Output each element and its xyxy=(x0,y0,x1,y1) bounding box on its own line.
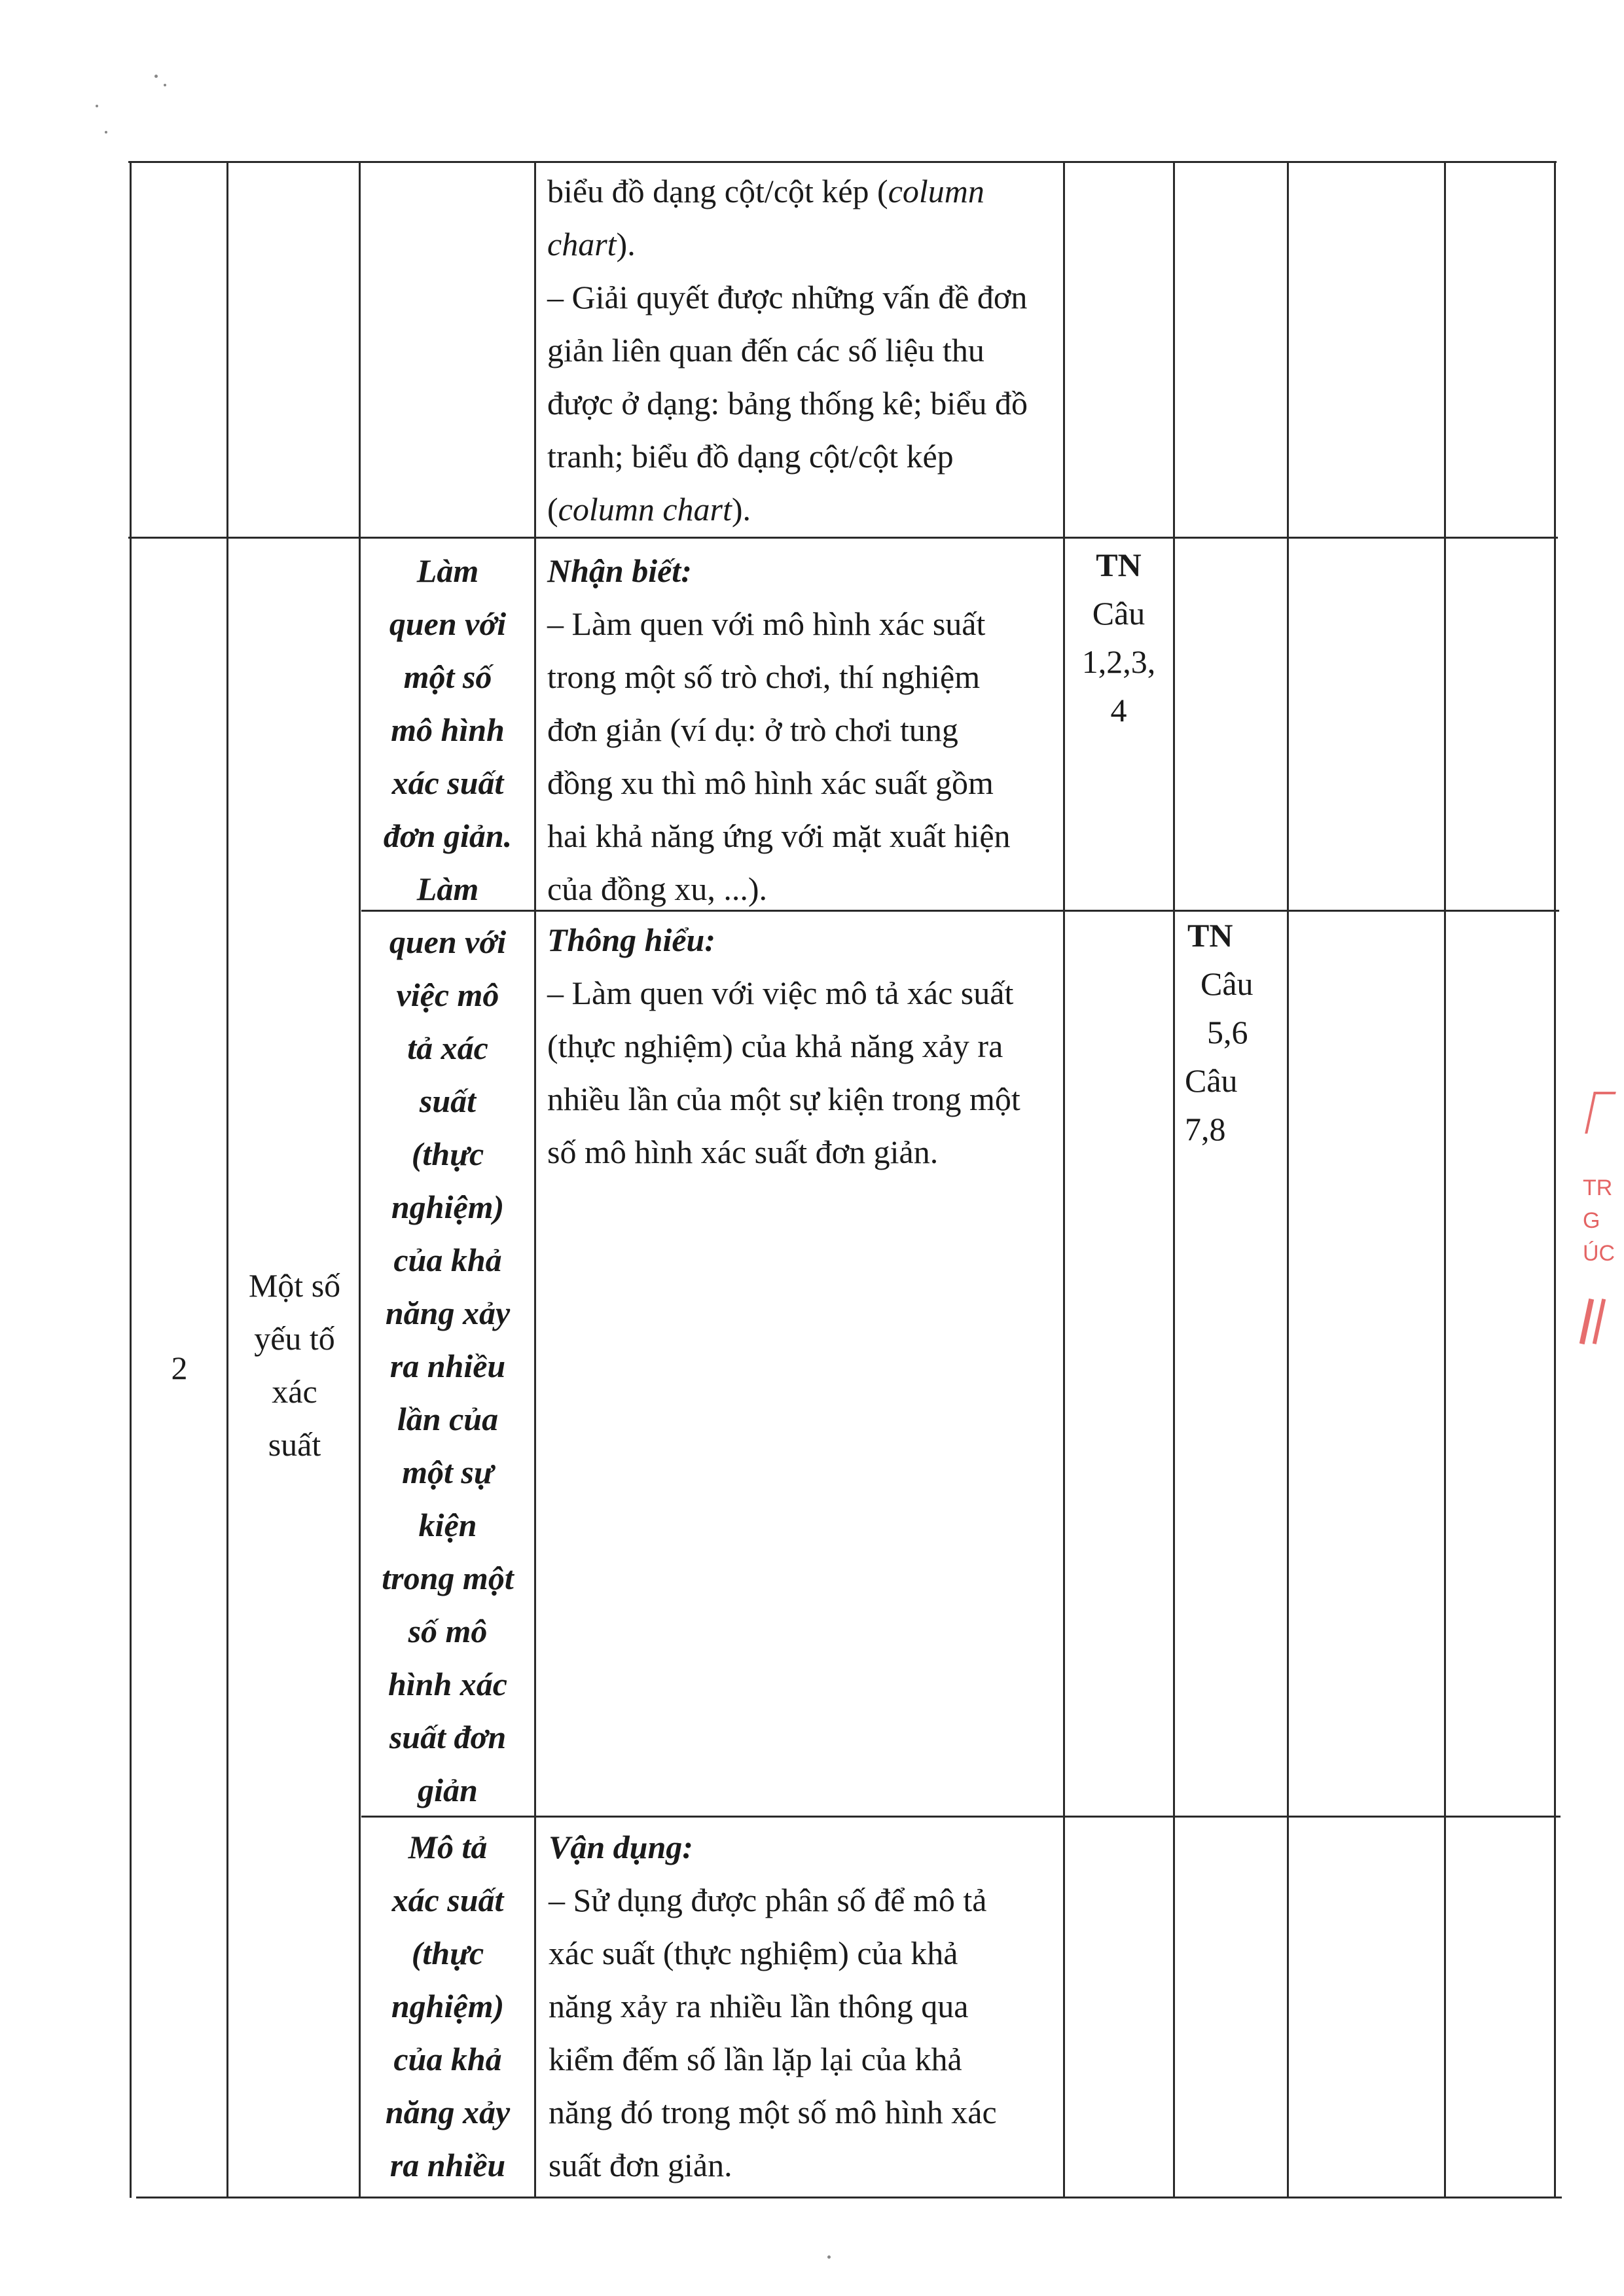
stamp-mark-bottom-2 xyxy=(1593,1299,1606,1344)
scan-speck xyxy=(827,2255,831,2259)
content-unit-2: Mô tả xác suất (thực nghiệm) của khả năng xảy ra nhiều xyxy=(385,1829,511,2183)
col-border-1 xyxy=(226,161,228,2198)
col-border-2 xyxy=(359,161,361,2198)
section-topic: Một số yếu tố xác suất xyxy=(248,1267,341,1463)
col-border-8 xyxy=(1554,161,1556,2198)
scan-speck xyxy=(105,131,107,134)
margin-stamp-fragment: TR G ÚC xyxy=(1583,1175,1615,1266)
scan-speck xyxy=(96,105,98,107)
row-divider-3 xyxy=(361,1816,1561,1818)
row-divider-1 xyxy=(128,537,1558,539)
col-border-3 xyxy=(534,161,536,2198)
stamp-mark-bottom xyxy=(1579,1299,1594,1344)
thong-hieu-heading: Thông hiểu: xyxy=(547,922,716,958)
requirement-nhan-biet: Nhận biết: – Làm quen với mô hình xác suất trong một số trò chơi, thí nghiệm đơn giản (ví dụ: ở trò chơi tung đồng xu thì mô hình xác suất gồm hai khả năng ứng với mặt xuất hiện của đồng xu, ...). xyxy=(547,545,1058,916)
col-border-7 xyxy=(1444,161,1446,2198)
col-border-0 xyxy=(130,161,132,2198)
count-thong-hieu: TN Câu 5,6 Câu 7,8 xyxy=(1185,917,1254,1147)
scan-speck xyxy=(154,75,158,78)
content-unit-1: Làm quen với một số mô hình xác suất đơn giản. Làm quen với việc mô tả xác suất (thực nghiệm) của khả năng xảy ra nhiều lần của một sự kiện trong một số mô hình xác suất đơn giản xyxy=(382,552,514,1808)
requirement-thong-hieu: Thông hiểu: – Làm quen với việc mô tả xác suất (thực nghiệm) của khả năng xảy ra nhiều lần của một sự kiện trong một số mô hình xác suất đơn giản. xyxy=(547,914,1058,1179)
table-top-border xyxy=(128,161,1557,163)
scan-speck xyxy=(164,84,166,86)
table-bottom-border xyxy=(136,2197,1562,2198)
nhan-biet-heading: Nhận biết: xyxy=(547,552,692,589)
requirement-van-dung: Vận dụng: – Sử dụng được phân số để mô tả xác suất (thực nghiệm) của khả năng xảy ra nhiều lần thông qua kiểm đếm số lần lặp lại của khả năng đó trong một số mô hình xác suất đơn giản. xyxy=(549,1821,1059,2192)
col-border-4 xyxy=(1063,161,1065,2198)
continued-requirement-text: biểu đồ dạng cột/cột kép (column chart). – Giải quyết được những vấn đề đơn giản liên quan đến các số liệu thu được ở dạng: bảng thống kê; biểu đồ tranh; biểu đồ dạng cột/cột kép (column chart). xyxy=(547,173,1028,528)
section-number: 2 xyxy=(171,1350,188,1386)
count-nhan-biet: TN Câu 1,2,3, 4 xyxy=(1081,547,1156,728)
van-dung-heading: Vận dụng: xyxy=(549,1829,693,1865)
stamp-mark-top xyxy=(1585,1092,1616,1134)
col-border-5 xyxy=(1173,161,1175,2198)
col-border-6 xyxy=(1287,161,1289,2198)
